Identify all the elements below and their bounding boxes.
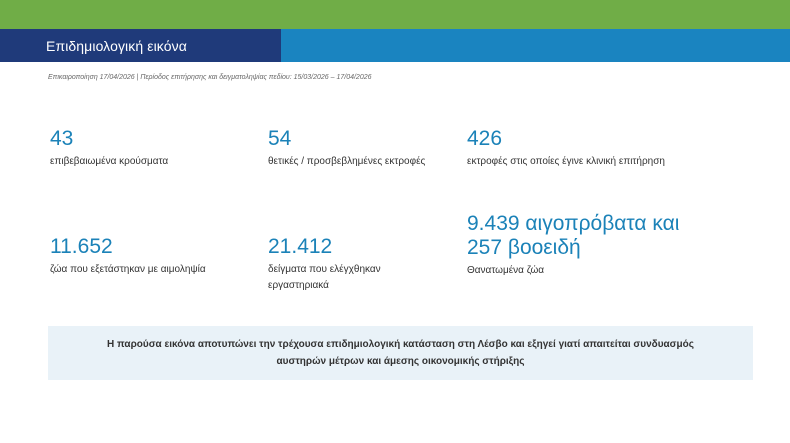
stat-value-line2: 257 βοοειδή	[467, 236, 581, 259]
summary-callout	[48, 326, 753, 380]
callout-text: Η παρούσα εικόνα αποτυπώνει την τρέχουσα επιδημιολογική κατάσταση στη Λέσβο και εξηγεί γιατί απαιτείται συνδυασμός αυστηρών μέτρων και άμεσης οικονομικής στήριξης	[107, 339, 694, 367]
top-green-band	[0, 0, 790, 29]
stat-confirmed-cases	[50, 127, 240, 170]
stat-farms-clinical-surveillance	[467, 127, 747, 170]
stat-lab-samples	[268, 235, 428, 294]
stat-label: θετικές / προσβεβλημένες εκτροφές	[268, 156, 426, 167]
slide-title: Επιδημιολογική εικόνα	[46, 38, 187, 54]
stat-value: 21.412	[268, 235, 333, 258]
stat-animals-blood-tested	[50, 235, 260, 278]
stat-value: 11.652	[50, 235, 113, 258]
stat-label: εκτροφές στις οποίες έγινε κλινική επιτήρηση	[467, 156, 665, 167]
stat-label: Θανατωμένα ζώα	[467, 265, 545, 276]
stat-label: ζώα που εξετάστηκαν με αιμοληψία	[50, 264, 206, 275]
stat-label: επιβεβαιωμένα κρούσματα	[50, 156, 169, 167]
update-period-note: Επικαιροποίηση 17/04/2026 | Περίοδος επιτήρησης και δειγματοληψίας πεδίου: 15/03/2026 – 17/04/2026	[48, 74, 372, 81]
stat-culled-animals	[467, 212, 757, 279]
stat-value: 54	[268, 127, 292, 150]
stat-value: 43	[50, 127, 74, 150]
title-bar-right	[281, 29, 790, 62]
stat-label: δείγματα που ελέγχθηκαν εργαστηριακά	[268, 264, 381, 291]
stat-value: 426	[467, 127, 503, 150]
stat-value-line1: 9.439 αιγοπρόβατα και	[467, 212, 680, 235]
stat-positive-farms	[268, 127, 438, 170]
